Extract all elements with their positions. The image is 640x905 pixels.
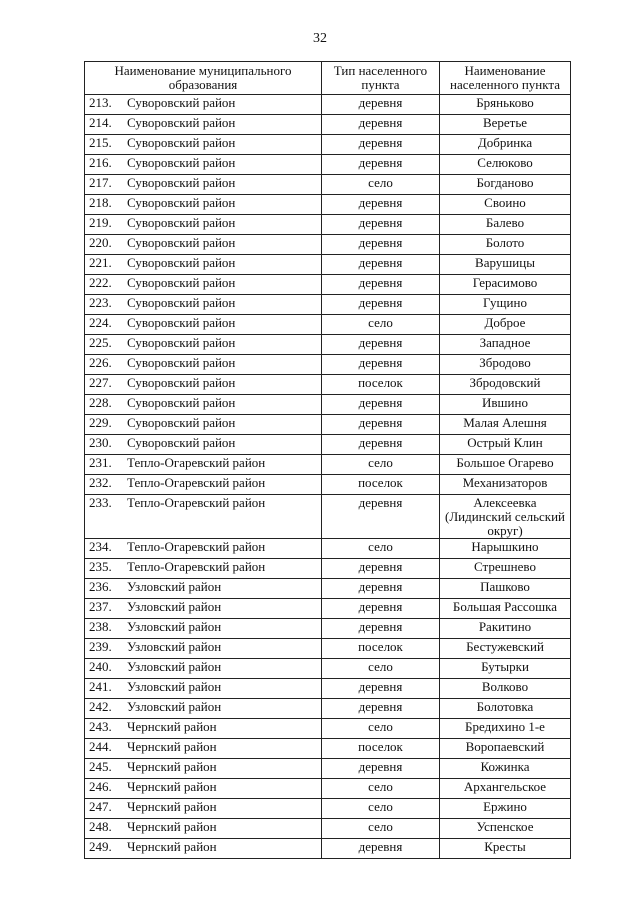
settlement-type-cell: деревня (322, 295, 440, 315)
table-row (85, 335, 571, 355)
settlement-type-cell: деревня (322, 759, 440, 779)
settlement-type-cell: поселок (322, 475, 440, 495)
municipality-name: Суворовский район (127, 415, 236, 430)
municipality-name: Суворовский район (127, 175, 236, 190)
municipality-name: Суворовский район (127, 375, 236, 390)
settlement-name-cell: Болотовка (440, 699, 571, 719)
settlement-type-cell: деревня (322, 579, 440, 599)
municipality-name: Суворовский район (127, 295, 236, 310)
row-number: 248. (89, 819, 112, 834)
municipality-cell (85, 719, 322, 739)
settlement-name-cell: Кресты (440, 839, 571, 859)
municipality-cell (85, 115, 322, 135)
municipality-cell (85, 95, 322, 115)
municipality-name: Суворовский район (127, 235, 236, 250)
municipality-cell (85, 495, 322, 539)
row-number: 249. (89, 839, 112, 854)
municipality-cell (85, 235, 322, 255)
settlements-table (84, 61, 571, 859)
row-number: 230. (89, 435, 112, 450)
municipality-cell (85, 679, 322, 699)
settlement-type-cell: село (322, 799, 440, 819)
municipality-name: Суворовский район (127, 275, 236, 290)
municipality-name: Суворовский район (127, 255, 236, 270)
municipality-name: Тепло-Огаревский район (127, 475, 266, 490)
row-number: 247. (89, 799, 112, 814)
row-number: 238. (89, 619, 112, 634)
table-row (85, 719, 571, 739)
municipality-name: Суворовский район (127, 195, 236, 210)
row-number: 225. (89, 335, 112, 350)
table-row (85, 95, 571, 115)
settlement-name-cell: Бредихино 1-е (440, 719, 571, 739)
row-number: 219. (89, 215, 112, 230)
settlement-type-cell: деревня (322, 95, 440, 115)
municipality-cell (85, 599, 322, 619)
municipality-name: Чернский район (127, 739, 217, 754)
table-row (85, 799, 571, 819)
row-number: 227. (89, 375, 112, 390)
municipality-cell (85, 195, 322, 215)
settlement-name-cell: Бестужевский (440, 639, 571, 659)
municipality-cell (85, 739, 322, 759)
row-number: 243. (89, 719, 112, 734)
table-row (85, 599, 571, 619)
settlement-type-cell: деревня (322, 215, 440, 235)
municipality-name: Суворовский район (127, 395, 236, 410)
settlement-name-cell: Варушицы (440, 255, 571, 275)
settlement-type-cell: село (322, 175, 440, 195)
table-row (85, 135, 571, 155)
settlement-name-cell: Добринка (440, 135, 571, 155)
table-row (85, 435, 571, 455)
municipality-name: Узловский район (127, 579, 222, 594)
table-header-row (85, 62, 571, 95)
table-row (85, 679, 571, 699)
table-row (85, 819, 571, 839)
row-number: 216. (89, 155, 112, 170)
settlement-name-cell: Острый Клин (440, 435, 571, 455)
table-row (85, 579, 571, 599)
table-row (85, 495, 571, 539)
header-municipality: Наименование муниципального образования (85, 62, 322, 95)
municipality-name: Суворовский район (127, 155, 236, 170)
table-row (85, 779, 571, 799)
municipality-name: Тепло-Огаревский район (127, 559, 266, 574)
row-number: 244. (89, 739, 112, 754)
municipality-cell (85, 375, 322, 395)
row-number: 231. (89, 455, 112, 470)
settlement-type-cell: деревня (322, 275, 440, 295)
municipality-name: Суворовский район (127, 215, 236, 230)
settlement-name-cell: Большая Рассошка (440, 599, 571, 619)
settlement-name-cell: Ившино (440, 395, 571, 415)
settlement-type-cell: село (322, 659, 440, 679)
table-row (85, 215, 571, 235)
table-row (85, 415, 571, 435)
municipality-name: Узловский район (127, 659, 222, 674)
municipality-cell (85, 255, 322, 275)
header-settlement-name: Наименование населенного пункта (440, 62, 571, 95)
table-row (85, 539, 571, 559)
settlement-type-cell: деревня (322, 495, 440, 539)
row-number: 228. (89, 395, 112, 410)
settlement-type-cell: село (322, 315, 440, 335)
settlement-name-cell: Своино (440, 195, 571, 215)
table-row (85, 739, 571, 759)
settlement-name-cell: Западное (440, 335, 571, 355)
settlement-type-cell: поселок (322, 639, 440, 659)
table-row (85, 115, 571, 135)
settlement-name-cell: Болото (440, 235, 571, 255)
table-row (85, 659, 571, 679)
settlement-type-cell: деревня (322, 335, 440, 355)
settlement-name-cell: Бряньково (440, 95, 571, 115)
municipality-name: Чернский район (127, 819, 217, 834)
settlement-type-cell: деревня (322, 135, 440, 155)
municipality-name: Суворовский район (127, 435, 236, 450)
table-row (85, 175, 571, 195)
settlement-type-cell: деревня (322, 355, 440, 375)
table-row (85, 295, 571, 315)
header-settlement-type: Тип населенного пункта (322, 62, 440, 95)
municipality-name: Суворовский район (127, 95, 236, 110)
municipality-cell (85, 215, 322, 235)
municipality-cell (85, 275, 322, 295)
municipality-name: Тепло-Огаревский район (127, 495, 266, 510)
row-number: 237. (89, 599, 112, 614)
municipality-name: Тепло-Огаревский район (127, 455, 266, 470)
municipality-cell (85, 335, 322, 355)
settlement-type-cell: деревня (322, 415, 440, 435)
municipality-name: Узловский район (127, 619, 222, 634)
municipality-name: Суворовский район (127, 135, 236, 150)
settlement-type-cell: деревня (322, 395, 440, 415)
row-number: 224. (89, 315, 112, 330)
settlement-type-cell: деревня (322, 195, 440, 215)
municipality-cell (85, 619, 322, 639)
row-number: 222. (89, 275, 112, 290)
settlement-name-cell: Балево (440, 215, 571, 235)
table-row (85, 355, 571, 375)
settlement-type-cell: деревня (322, 699, 440, 719)
municipality-cell (85, 839, 322, 859)
settlement-name-cell: Герасимово (440, 275, 571, 295)
row-number: 217. (89, 175, 112, 190)
settlement-type-cell: село (322, 539, 440, 559)
table-row (85, 375, 571, 395)
municipality-name: Узловский район (127, 639, 222, 654)
table-row (85, 235, 571, 255)
municipality-cell (85, 759, 322, 779)
table-row (85, 195, 571, 215)
municipality-cell (85, 315, 322, 335)
table-row (85, 759, 571, 779)
municipality-cell (85, 415, 322, 435)
municipality-cell (85, 659, 322, 679)
settlement-name-cell: Пашково (440, 579, 571, 599)
row-number: 235. (89, 559, 112, 574)
settlement-type-cell: деревня (322, 255, 440, 275)
row-number: 226. (89, 355, 112, 370)
settlement-type-cell: село (322, 779, 440, 799)
table-row (85, 699, 571, 719)
settlement-name-cell: Веретье (440, 115, 571, 135)
row-number: 232. (89, 475, 112, 490)
settlement-name-cell: Механизаторов (440, 475, 571, 495)
settlement-type-cell: деревня (322, 155, 440, 175)
settlement-name-cell: Ержино (440, 799, 571, 819)
municipality-name: Чернский район (127, 779, 217, 794)
row-number: 236. (89, 579, 112, 594)
settlement-name-cell: Успенское (440, 819, 571, 839)
municipality-name: Узловский район (127, 679, 222, 694)
row-number: 218. (89, 195, 112, 210)
row-number: 229. (89, 415, 112, 430)
settlement-name-cell: Доброе (440, 315, 571, 335)
row-number: 213. (89, 95, 112, 110)
settlement-type-cell: деревня (322, 559, 440, 579)
settlement-name-cell: Большое Огарево (440, 455, 571, 475)
settlement-name-cell: Стрешнево (440, 559, 571, 579)
settlement-name-cell: Збродовский (440, 375, 571, 395)
row-number: 233. (89, 495, 112, 510)
page-number: 32 (313, 31, 327, 46)
municipality-cell (85, 435, 322, 455)
settlement-name-cell: Воропаевский (440, 739, 571, 759)
settlement-type-cell: поселок (322, 375, 440, 395)
municipality-cell (85, 175, 322, 195)
municipality-name: Тепло-Огаревский район (127, 539, 266, 554)
settlement-type-cell: деревня (322, 839, 440, 859)
municipality-name: Суворовский район (127, 355, 236, 370)
settlement-type-cell: деревня (322, 115, 440, 135)
settlement-name-cell: Збродово (440, 355, 571, 375)
municipality-name: Суворовский район (127, 115, 236, 130)
settlement-name-cell: Бутырки (440, 659, 571, 679)
table-row (85, 395, 571, 415)
municipality-cell (85, 819, 322, 839)
municipality-cell (85, 475, 322, 495)
table-row (85, 275, 571, 295)
table-row (85, 455, 571, 475)
row-number: 221. (89, 255, 112, 270)
row-number: 215. (89, 135, 112, 150)
table-body (85, 95, 571, 859)
settlement-type-cell: деревня (322, 435, 440, 455)
settlement-name-cell: Богданово (440, 175, 571, 195)
municipality-name: Чернский район (127, 719, 217, 734)
row-number: 240. (89, 659, 112, 674)
row-number: 239. (89, 639, 112, 654)
settlement-name-cell: Гущино (440, 295, 571, 315)
municipality-name: Чернский район (127, 839, 217, 854)
settlement-name-cell: Малая Алешня (440, 415, 571, 435)
row-number: 246. (89, 779, 112, 794)
settlement-type-cell: село (322, 819, 440, 839)
municipality-name: Чернский район (127, 759, 217, 774)
municipality-name: Чернский район (127, 799, 217, 814)
settlement-name-cell: Ракитино (440, 619, 571, 639)
settlement-type-cell: поселок (322, 739, 440, 759)
row-number: 223. (89, 295, 112, 310)
settlement-name-cell: Волково (440, 679, 571, 699)
municipality-cell (85, 455, 322, 475)
row-number: 234. (89, 539, 112, 554)
table-row (85, 839, 571, 859)
settlement-name-cell: Кожинка (440, 759, 571, 779)
municipality-cell (85, 639, 322, 659)
municipality-cell (85, 579, 322, 599)
row-number: 220. (89, 235, 112, 250)
municipality-name: Суворовский район (127, 335, 236, 350)
settlement-name-cell: Нарышкино (440, 539, 571, 559)
municipality-cell (85, 355, 322, 375)
settlement-type-cell: деревня (322, 235, 440, 255)
table-row (85, 475, 571, 495)
table-row (85, 559, 571, 579)
settlement-name-cell: Архангельское (440, 779, 571, 799)
table-row (85, 315, 571, 335)
row-number: 242. (89, 699, 112, 714)
settlement-type-cell: село (322, 455, 440, 475)
settlement-type-cell: село (322, 719, 440, 739)
municipality-cell (85, 559, 322, 579)
municipality-cell (85, 539, 322, 559)
row-number: 241. (89, 679, 112, 694)
settlement-type-cell: деревня (322, 679, 440, 699)
municipality-cell (85, 699, 322, 719)
row-number: 245. (89, 759, 112, 774)
municipality-cell (85, 135, 322, 155)
municipality-name: Узловский район (127, 699, 222, 714)
municipality-cell (85, 155, 322, 175)
table-row (85, 619, 571, 639)
municipality-cell (85, 779, 322, 799)
municipality-name: Суворовский район (127, 315, 236, 330)
table-row (85, 255, 571, 275)
municipality-cell (85, 395, 322, 415)
settlement-type-cell: деревня (322, 599, 440, 619)
settlement-name-cell: Алексеевка (Лидинский сельский округ) (440, 495, 571, 539)
municipality-name: Узловский район (127, 599, 222, 614)
table-row (85, 155, 571, 175)
settlement-name-cell: Селюково (440, 155, 571, 175)
settlement-type-cell: деревня (322, 619, 440, 639)
municipality-cell (85, 295, 322, 315)
table-row (85, 639, 571, 659)
row-number: 214. (89, 115, 112, 130)
municipality-cell (85, 799, 322, 819)
